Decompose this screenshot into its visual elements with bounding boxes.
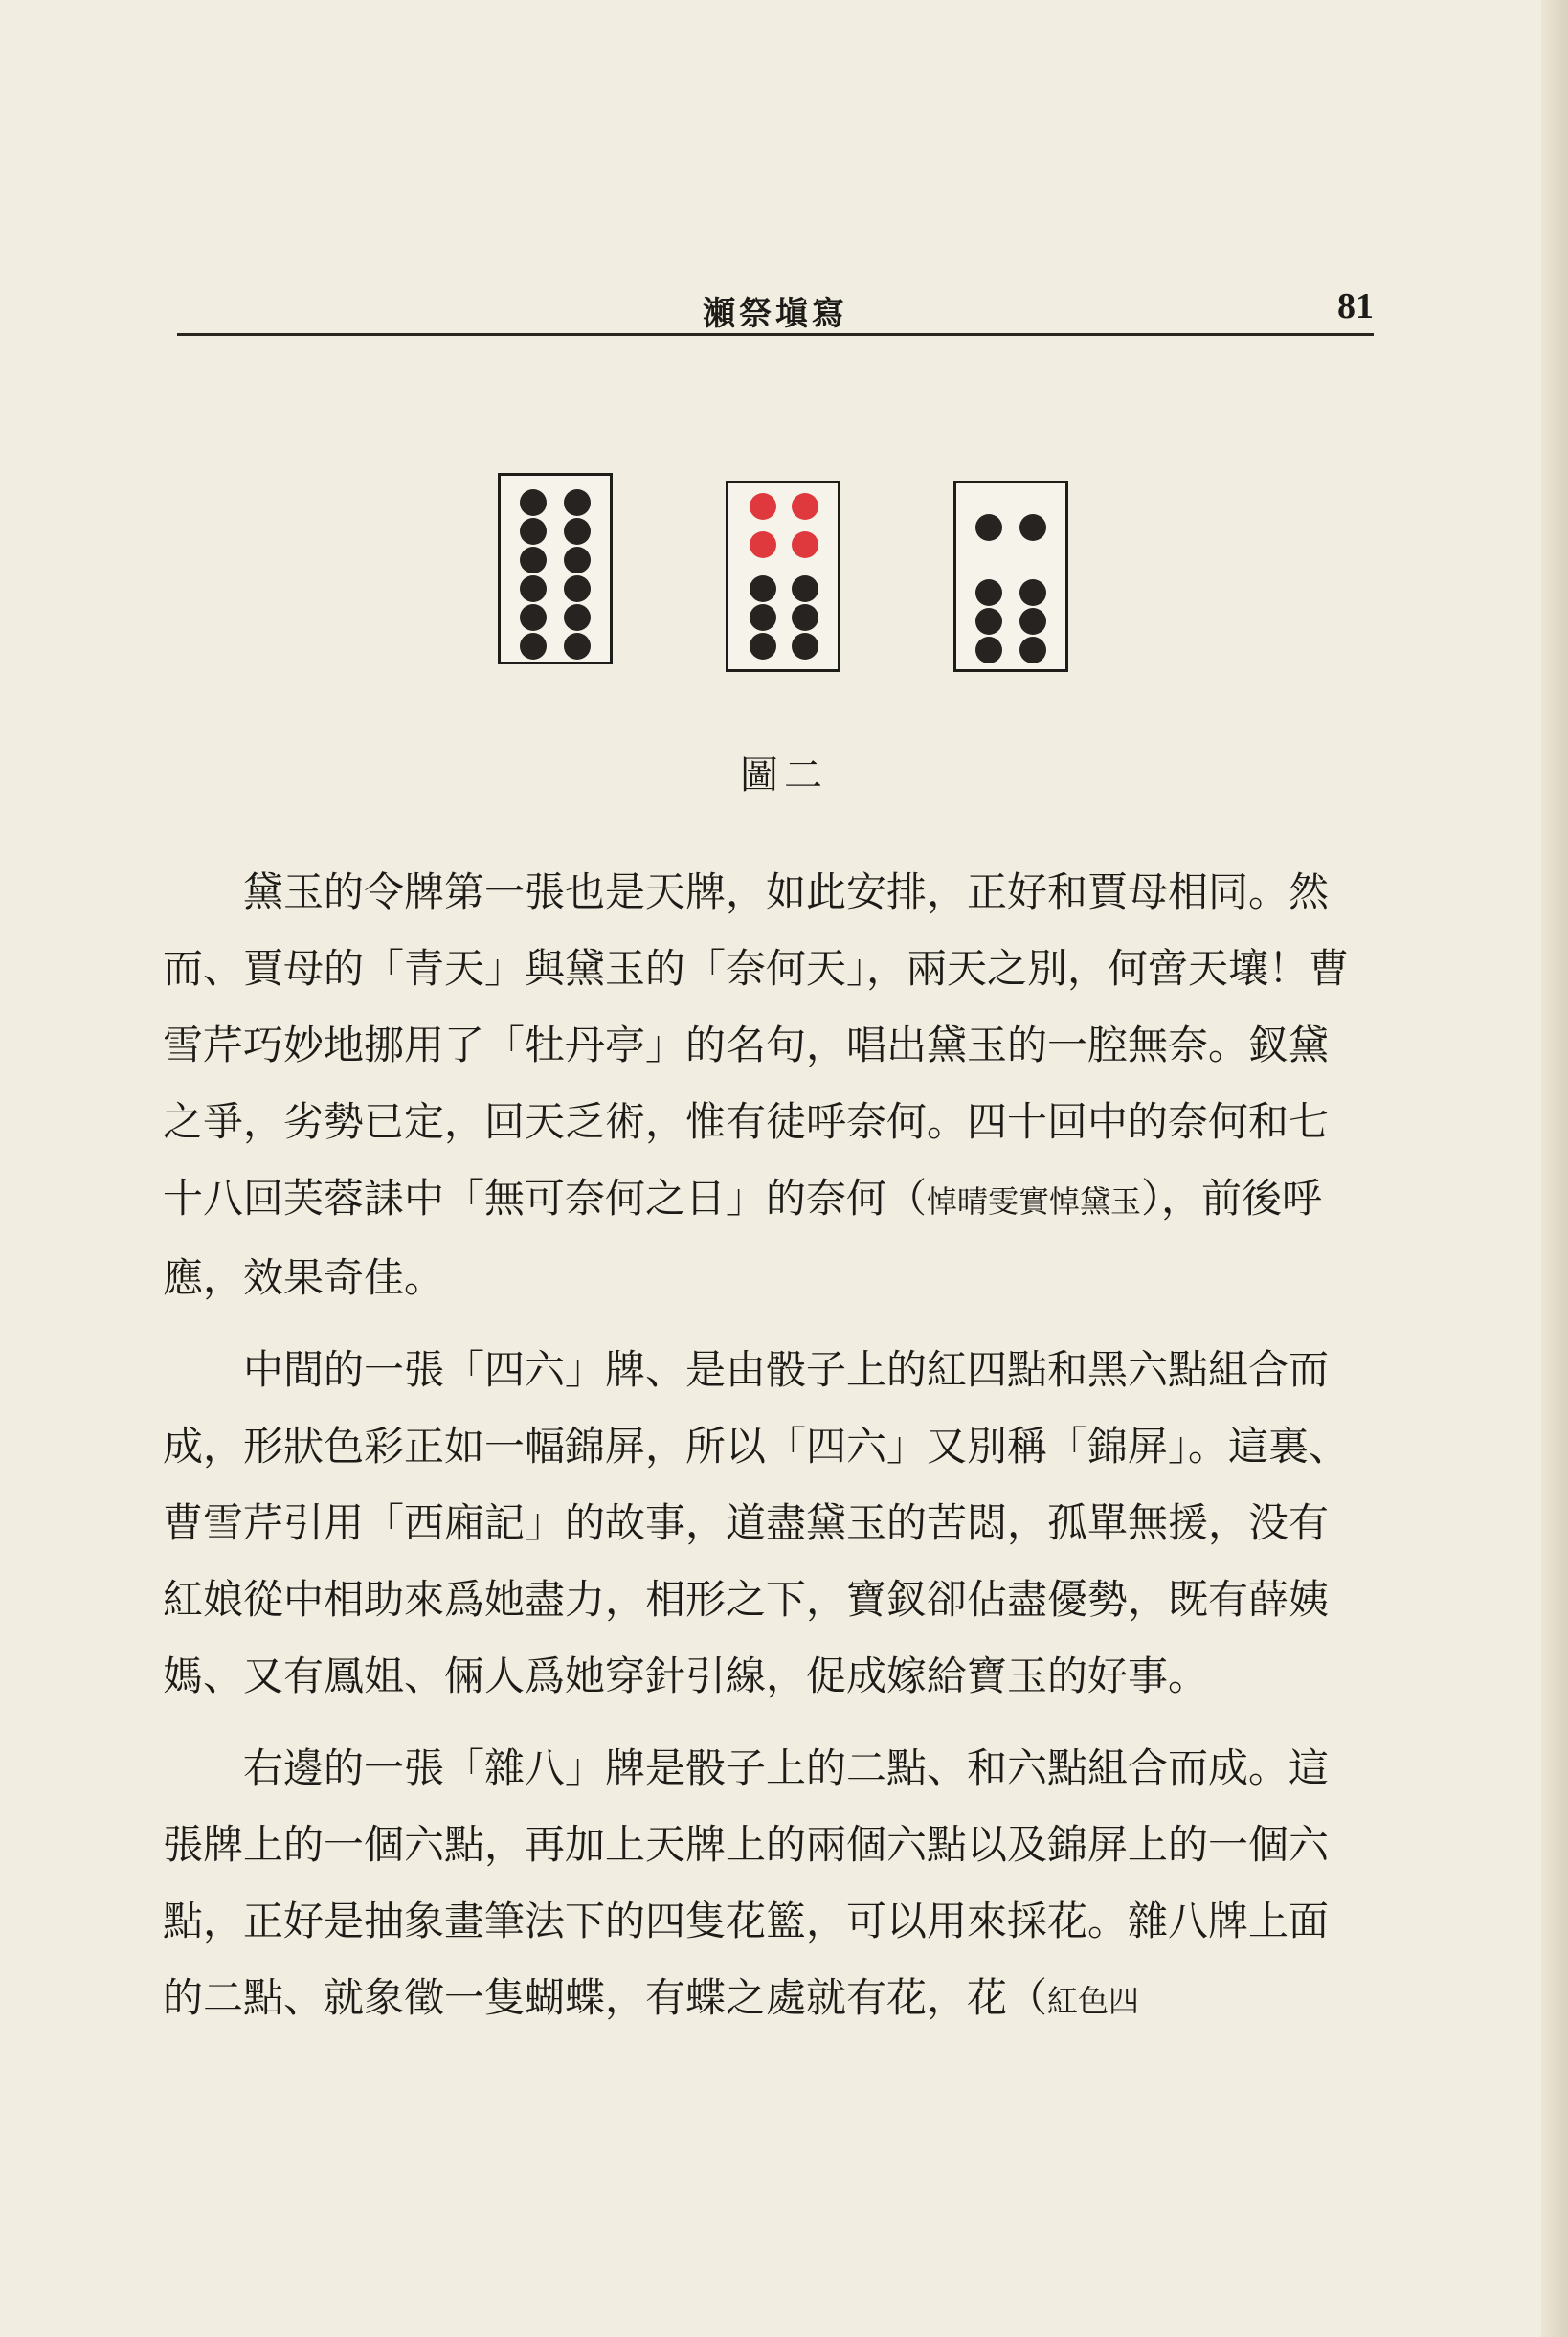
paragraph-3-note: 紅色四 <box>1047 1983 1140 2019</box>
pip <box>564 547 591 573</box>
red-pip <box>792 531 818 558</box>
paragraph-1-end: ），前後呼應，效果奇佳。 <box>163 1175 1323 1301</box>
pip <box>1019 637 1046 663</box>
body-text <box>163 854 1359 2055</box>
tian-tile <box>498 473 613 664</box>
pip <box>792 633 818 660</box>
paragraph-1-note: 悼晴雯實悼黛玉 <box>927 1183 1142 1220</box>
pip <box>520 633 547 660</box>
pip <box>520 575 547 602</box>
zaba-tile <box>953 481 1068 672</box>
pip <box>564 604 591 631</box>
pip <box>975 637 1002 663</box>
paragraph-2 <box>163 1332 1359 1715</box>
pip <box>520 518 547 545</box>
pip <box>792 575 818 602</box>
pip <box>975 514 1002 541</box>
pip <box>750 633 776 660</box>
paragraph-3 <box>163 1730 1359 2039</box>
pip <box>520 604 547 631</box>
paragraph-3-text: 右邊的一張「雜八」牌是骰子上的二點、和六點組合而成。這張牌上的一個六點，再加上天牌上的兩個六點以及錦屏上的一個六點，正好是抽象畫筆法下的四隻花籃，可以用來採花。雜八牌上面的二點、就象徵一隻蝴蝶，有蝶之處就有花，花（ <box>163 1744 1330 2021</box>
pip <box>975 608 1002 635</box>
pip <box>564 489 591 516</box>
pip <box>975 579 1002 606</box>
pip <box>564 633 591 660</box>
paragraph-2-text: 中間的一張「四六」牌、是由骰子上的紅四點和黑六點組合而成，形狀色彩正如一幅錦屏，所以「四六」又別稱「錦屏」。這裏、曹雪芹引用「西廂記」的故事，道盡黛玉的苦悶，孤單無援，没有紅娘從中相助來爲她盡力，相形之下，寶釵卻佔盡優勢，既有薛姨媽、又有鳳姐、倆人爲她穿針引線，促成嫁給寶玉的好事。 <box>163 1346 1350 1699</box>
pip <box>520 547 547 573</box>
pip <box>564 575 591 602</box>
pip <box>750 604 776 631</box>
red-pip <box>792 493 818 520</box>
pip <box>1019 579 1046 606</box>
pip <box>1019 514 1046 541</box>
domino-figure <box>0 0 1568 798</box>
pip <box>1019 608 1046 635</box>
paragraph-1-text: 黛玉的令牌第一張也是天牌，如此安排，正好和賈母相同。然而、賈母的「青天」與黛玉的「奈何天」，兩天之別，何啻天壤！曹雪芹巧妙地挪用了「牡丹亭」的名句，唱出黛玉的一腔無奈。釵黛之爭，劣勢已定，回天乏術，惟有徒呼奈何。四十回中的奈何和七十八回芙蓉誄中「無可奈何之日」的奈何（ <box>163 868 1350 1222</box>
paragraph-1 <box>163 854 1359 1316</box>
red-pip <box>750 493 776 520</box>
siliu-tile <box>726 481 840 672</box>
running-title: 瀬祭塡寫 <box>703 295 848 333</box>
page-number: 81 <box>1337 286 1374 326</box>
pip <box>520 489 547 516</box>
pip <box>750 575 776 602</box>
pip <box>564 518 591 545</box>
red-pip <box>750 531 776 558</box>
pip <box>792 604 818 631</box>
figure-caption: 圖二 <box>740 753 828 798</box>
